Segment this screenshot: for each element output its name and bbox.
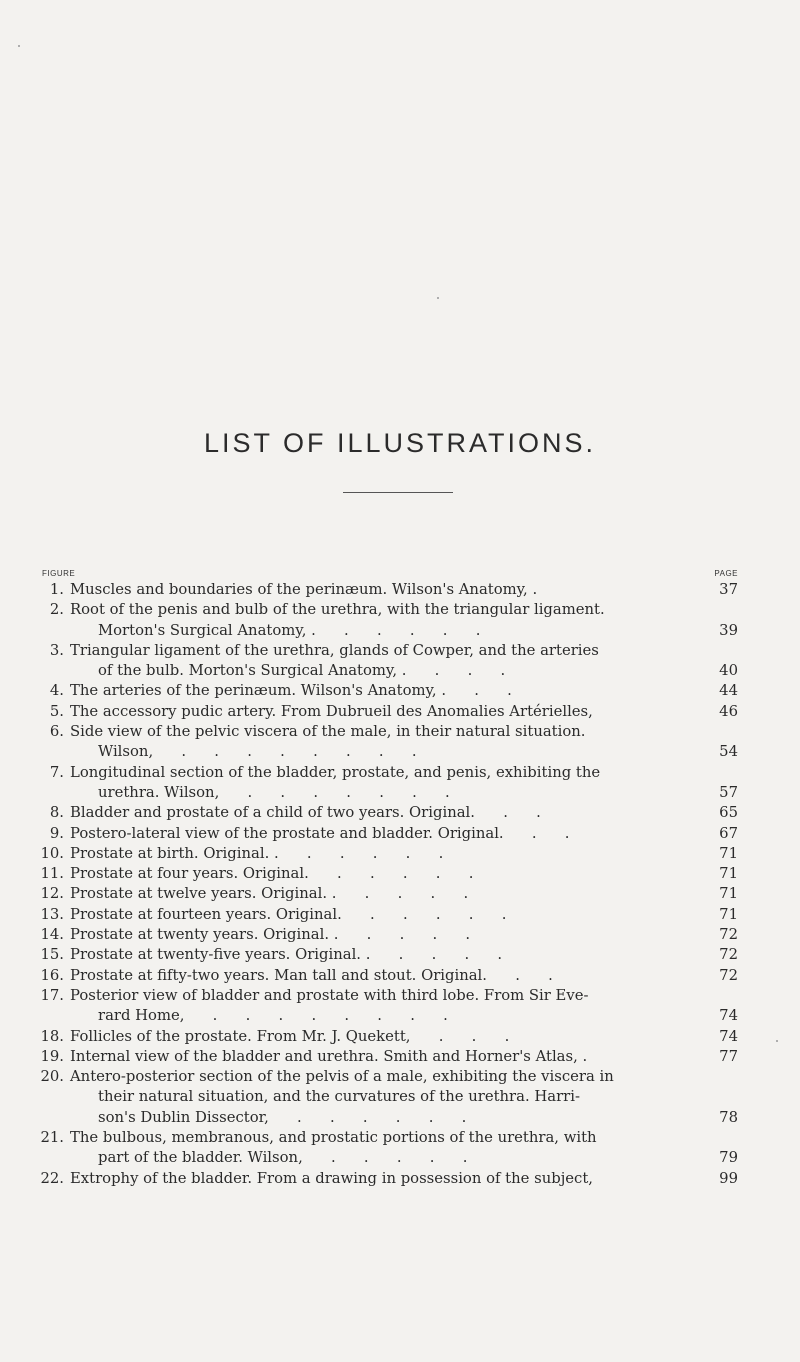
page-number: 71 (719, 905, 738, 923)
figure-description: Prostate at fifty-two years. Man tall and stout. Original. . . (70, 966, 553, 984)
list-item (40, 844, 740, 864)
figure-number: 22. (40, 1169, 64, 1187)
figure-number: 13. (40, 905, 64, 923)
list-item (40, 986, 740, 1027)
entry-line (40, 905, 740, 925)
entry-line (40, 864, 740, 884)
entry-line (40, 945, 740, 965)
figure-description: Muscles and boundaries of the perinæum. Wilson's Anatomy, . (70, 581, 538, 598)
figure-description: Follicles of the prostate. From Mr. J. Quekett, . . . (70, 1027, 510, 1045)
figure-description: Posterior view of bladder and prostate with third lobe. From Sir Eve- (70, 986, 589, 1004)
entry-line (40, 925, 740, 945)
entry-line (40, 884, 740, 904)
figure-description: Prostate at twelve years. Original. . . . . . (70, 885, 469, 903)
figure-number: 20. (40, 1068, 64, 1086)
figure-number: 1. (49, 581, 64, 598)
figure-number: 16. (40, 966, 64, 984)
figure-number: 21. (40, 1129, 64, 1147)
page-number: 72 (719, 966, 738, 984)
list-item (40, 864, 740, 884)
page-number: 72 (719, 926, 738, 944)
figure-description: Postero-lateral view of the prostate and bladder. Original. . . (70, 824, 570, 842)
list-item (40, 945, 740, 965)
figure-column-header: FIGURE (42, 569, 76, 578)
figure-description: Prostate at birth. Original. . . . . . . (70, 844, 444, 862)
figure-number: 17. (40, 986, 64, 1004)
figure-number: 15. (40, 946, 64, 964)
entry-line (40, 661, 740, 681)
page-number: 74 (719, 1007, 738, 1025)
entry-line (40, 621, 740, 641)
entry-line (40, 966, 740, 986)
entry-line (40, 1128, 740, 1148)
entry-line (40, 1006, 740, 1026)
figure-description: of the bulb. Morton's Surgical Anatomy, . . . . (98, 662, 506, 680)
figure-description: The bulbous, membranous, and prostatic portions of the urethra, with (70, 1129, 597, 1147)
figure-number: 8. (49, 804, 64, 822)
illustrations-list (40, 580, 740, 1189)
figure-number: 4. (49, 682, 64, 700)
figure-description: part of the bladder. Wilson, . . . . . (98, 1149, 468, 1167)
paper-speck (18, 45, 20, 47)
entry-line (40, 1087, 740, 1107)
entry-line (40, 986, 740, 1006)
figure-description: Internal view of the bladder and urethra. Smith and Horner's Atlas, . (70, 1047, 588, 1065)
figure-number: 19. (40, 1047, 64, 1065)
list-item (40, 966, 740, 986)
figure-description: Prostate at twenty years. Original. . . . . . (70, 926, 471, 944)
list-item (40, 763, 740, 804)
entry-line (40, 1148, 740, 1168)
figure-description: Triangular ligament of the urethra, glands of Cowper, and the arteries (70, 641, 599, 659)
list-item (40, 1169, 740, 1189)
figure-number: 3. (49, 641, 64, 659)
figure-description: Wilson, . . . . . . . . (98, 743, 417, 761)
figure-description: Side view of the pelvic viscera of the male, in their natural situation. (70, 723, 586, 741)
paper-speck (437, 297, 439, 299)
figure-number: 5. (49, 702, 64, 720)
entry-line (40, 702, 740, 722)
page-number: 37 (719, 581, 738, 598)
title-divider (343, 492, 453, 493)
entry-line (40, 600, 740, 620)
entry-line (40, 1067, 740, 1087)
list-item (40, 803, 740, 823)
entry-line (40, 580, 740, 600)
page-number: 72 (719, 946, 738, 964)
figure-description: rard Home, . . . . . . . . (98, 1007, 448, 1025)
page-number: 74 (719, 1027, 738, 1045)
list-item (40, 1067, 740, 1128)
figure-description: Morton's Surgical Anatomy, . . . . . . (98, 621, 481, 639)
figure-number: 6. (49, 723, 64, 741)
list-item (40, 702, 740, 722)
figure-number: 14. (40, 926, 64, 944)
page-number: 77 (719, 1047, 738, 1065)
figure-description: Antero-posterior section of the pelvis of a male, exhibiting the viscera in (70, 1068, 614, 1086)
list-item (40, 580, 740, 600)
figure-number: 9. (49, 824, 64, 842)
figure-description: Bladder and prostate of a child of two years. Original. . . (70, 804, 541, 822)
page-number: 54 (719, 743, 738, 761)
figure-description: son's Dublin Dissector, . . . . . . (98, 1108, 467, 1126)
figure-description: Longitudinal section of the bladder, prostate, and penis, exhibiting the (70, 763, 601, 781)
page-number: 46 (719, 702, 738, 720)
paper-speck (776, 1040, 778, 1042)
figure-description: Prostate at fourteen years. Original. . . . . . (70, 905, 507, 923)
figure-description: The arteries of the perinæum. Wilson's Anatomy, . . . (70, 682, 512, 700)
list-item (40, 925, 740, 945)
entry-line (40, 1027, 740, 1047)
entry-line (40, 783, 740, 803)
figure-number: 18. (40, 1027, 64, 1045)
figure-number: 11. (40, 865, 64, 883)
figure-description: Root of the penis and bulb of the urethra, with the triangular ligament. (70, 601, 605, 619)
list-item (40, 722, 740, 763)
list-item (40, 884, 740, 904)
page-number: 71 (719, 844, 738, 862)
page-title: LIST OF ILLUSTRATIONS. (203, 428, 597, 458)
entry-line (40, 803, 740, 823)
figure-number: 10. (40, 844, 64, 862)
page-number: 79 (719, 1149, 738, 1167)
page-number: 44 (719, 682, 738, 700)
figure-description: urethra. Wilson, . . . . . . . (98, 783, 450, 801)
entry-line (40, 742, 740, 762)
figure-number: 2. (49, 601, 64, 619)
entry-line (40, 763, 740, 783)
figure-description: Extrophy of the bladder. From a drawing in possession of the subject, (70, 1169, 593, 1187)
entry-line (40, 1169, 740, 1189)
entry-line (40, 722, 740, 742)
page-number: 78 (719, 1108, 738, 1126)
entry-line (40, 1047, 740, 1067)
page-number: 71 (719, 885, 738, 903)
page-number: 39 (719, 621, 738, 639)
list-item (40, 1047, 740, 1067)
figure-description: The accessory pudic artery. From Dubrueil des Anomalies Artérielles, (70, 702, 593, 720)
entry-line (40, 844, 740, 864)
page-number: 65 (719, 804, 738, 822)
list-item (40, 1128, 740, 1169)
page-number: 57 (719, 783, 738, 801)
list-item (40, 681, 740, 701)
page-number: 71 (719, 865, 738, 883)
page-column-header: PAGE (714, 569, 738, 578)
figure-description: their natural situation, and the curvatures of the urethra. Harri- (98, 1088, 580, 1106)
list-item (40, 641, 740, 682)
entry-line (40, 641, 740, 661)
figure-description: Prostate at four years. Original. . . . . . (70, 865, 474, 883)
figure-number: 12. (40, 885, 64, 903)
list-item (40, 1027, 740, 1047)
page-number: 99 (719, 1169, 738, 1187)
figure-description: Prostate at twenty-five years. Original. . . . . . (70, 946, 503, 964)
list-item (40, 600, 740, 641)
page-number: 67 (719, 824, 738, 842)
entry-line (40, 681, 740, 701)
entry-line (40, 824, 740, 844)
entry-line (40, 1108, 740, 1128)
page-number: 40 (719, 662, 738, 680)
figure-number: 7. (49, 763, 64, 781)
list-item (40, 824, 740, 844)
list-item (40, 905, 740, 925)
